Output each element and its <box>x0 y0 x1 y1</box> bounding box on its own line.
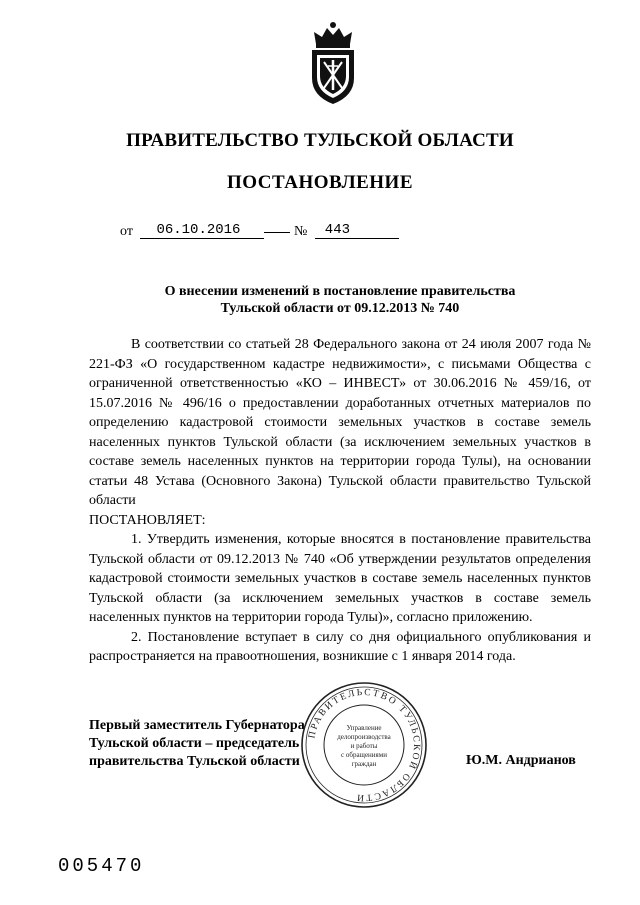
signer-name: Ю.М. Андрианов <box>466 753 576 768</box>
stamp-center-line-3: и работы <box>350 742 378 750</box>
date-prefix: от <box>120 224 133 239</box>
registration-line <box>120 224 399 241</box>
document-date: 06.10.2016 <box>140 222 264 239</box>
body-paragraph-1: В соответствии со статьей 28 Федерального закона от 24 июля 2007 года № 221-ФЗ «О государственном кадастре недвижимости», с письмами Общества с ограниченной ответственностью «КО – ИНВЕСТ» от 30.06.2016 № 459/16, от 15.07.2016 № 496/16 о предоставлении доработанных отчетных материалов по определению кадастровой стоимости земельных участков в составе земель населенных пунктов Тульской области (за исключением земельных участков в составе земель населенных пунктов на территории города Тулы), на основании статьи 48 Устава (Основного Закона) Тульской области правительство Тульской области <box>89 337 591 508</box>
document-number: 443 <box>315 222 399 239</box>
signer-position-line-1: Первый заместитель Губернатора <box>89 718 305 733</box>
document-type: ПОСТАНОВЛЕНИЕ <box>226 172 414 193</box>
serial-number: 005470 <box>58 855 145 877</box>
document-subject <box>90 283 590 317</box>
stamp-center-line-5: граждан <box>351 760 377 768</box>
stamp-center-line-2: делопроизводства <box>337 733 391 741</box>
document-body <box>89 335 591 667</box>
stamp-center-line-4: с обращениями <box>341 751 387 759</box>
body-paragraph-2: 1. Утвердить изменения, которые вносятся в постановление правительства Тульской области от 09.12.2013 № 740 «Об утверждении результатов определения кадастровой стоимости земельных участков в составе земель населенных пунктов Тульской области (за исключением земельных участков в составе земель населенных пунктов на территории города Тулы)», согласно приложению. <box>89 532 591 625</box>
signer-position-line-2: Тульской области – председатель <box>89 736 300 751</box>
date-underline <box>264 232 290 233</box>
resolves-heading: ПОСТАНОВЛЯЕТ: <box>89 512 206 528</box>
subject-line-2: Тульской области от 09.12.2013 № 740 <box>220 301 460 316</box>
stamp-center-line-1: Управление <box>346 724 382 732</box>
government-title: ПРАВИТЕЛЬСТВО ТУЛЬСКОЙ ОБЛАСТИ <box>126 130 514 151</box>
tula-coat-of-arms-icon <box>300 20 366 106</box>
body-paragraph-3: 2. Постановление вступает в силу со дня официального опубликования и распространяется на правоотношения, возникшие с 1 января 2014 года. <box>89 629 591 664</box>
signer-position <box>89 717 305 771</box>
subject-line-1: О внесении изменений в постановление правительства <box>164 284 516 299</box>
official-round-stamp-icon <box>299 680 429 810</box>
stamp-ring-text: ПРАВИТЕЛЬСТВО ТУЛЬСКОЙ ОБЛАСТИ <box>307 687 422 803</box>
number-prefix: № <box>293 224 308 239</box>
signer-position-line-3: правительства Тульской области <box>89 754 300 769</box>
